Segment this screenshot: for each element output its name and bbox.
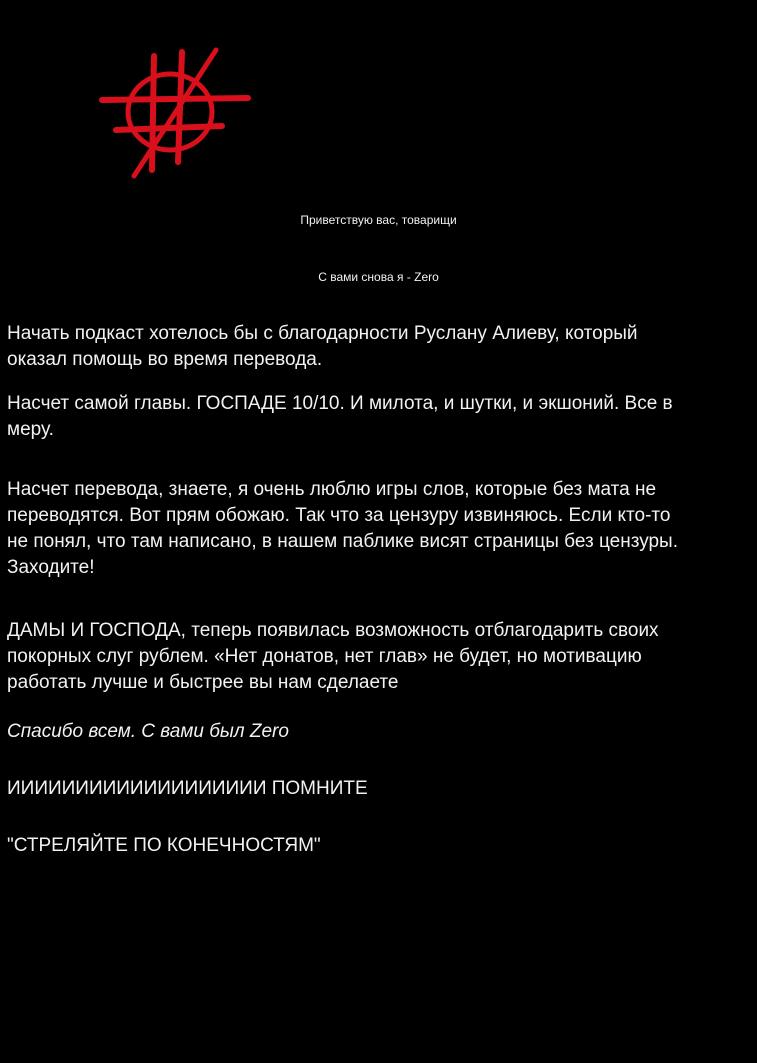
translation-line: Заходите!: [7, 557, 95, 578]
donation-line: покорных слуг рублем. «Нет донатов, нет глав» не будет, но мотивацию: [7, 646, 642, 667]
translation-line: Насчет перевода, знаете, я очень люблю игры слов, которые без мата не: [7, 479, 657, 500]
thanks-line: Начать подкаст хотелось бы с благодарности Руслану Алиеву, который: [7, 323, 638, 344]
donation-paragraph: [7, 618, 752, 696]
greeting-text: Приветствую вас, товарищи: [300, 213, 457, 227]
remember-text: ИИИИИИИИИИИИИИИИИИИ ПОМНИТЕ: [7, 778, 368, 799]
translation-paragraph: [7, 477, 752, 581]
chapter-line: меру.: [7, 419, 54, 440]
motto-text: "СТРЕЛЯЙТЕ ПО КОНЕЧНОСТЯМ": [7, 835, 321, 856]
translation-line: переводятся. Вот прям обожаю. Так что за цензуру извиняюсь. Если кто-то: [7, 505, 671, 526]
thanks-paragraph: [7, 321, 752, 373]
donation-line: работать лучше и быстрее вы нам сделаете: [7, 672, 399, 693]
thanks-line: оказал помощь во время перевода.: [7, 349, 323, 370]
red-crossed-circle-emblem-icon: [98, 44, 254, 182]
donation-line: ДАМЫ И ГОСПОДА, теперь появилась возможность отблагодарить своих: [7, 620, 659, 641]
chapter-line: Насчет самой главы. ГОСПАДЕ 10/10. И милота, и шутки, и экшоний. Все в: [7, 393, 673, 414]
translation-line: не понял, что там написано, в нашем паблике висят страницы без цензуры.: [7, 531, 678, 552]
intro-text: С вами снова я - Zero: [318, 270, 439, 284]
chapter-paragraph: [7, 391, 752, 443]
signoff-text: Спасибо всем. С вами был Zero: [7, 721, 289, 742]
